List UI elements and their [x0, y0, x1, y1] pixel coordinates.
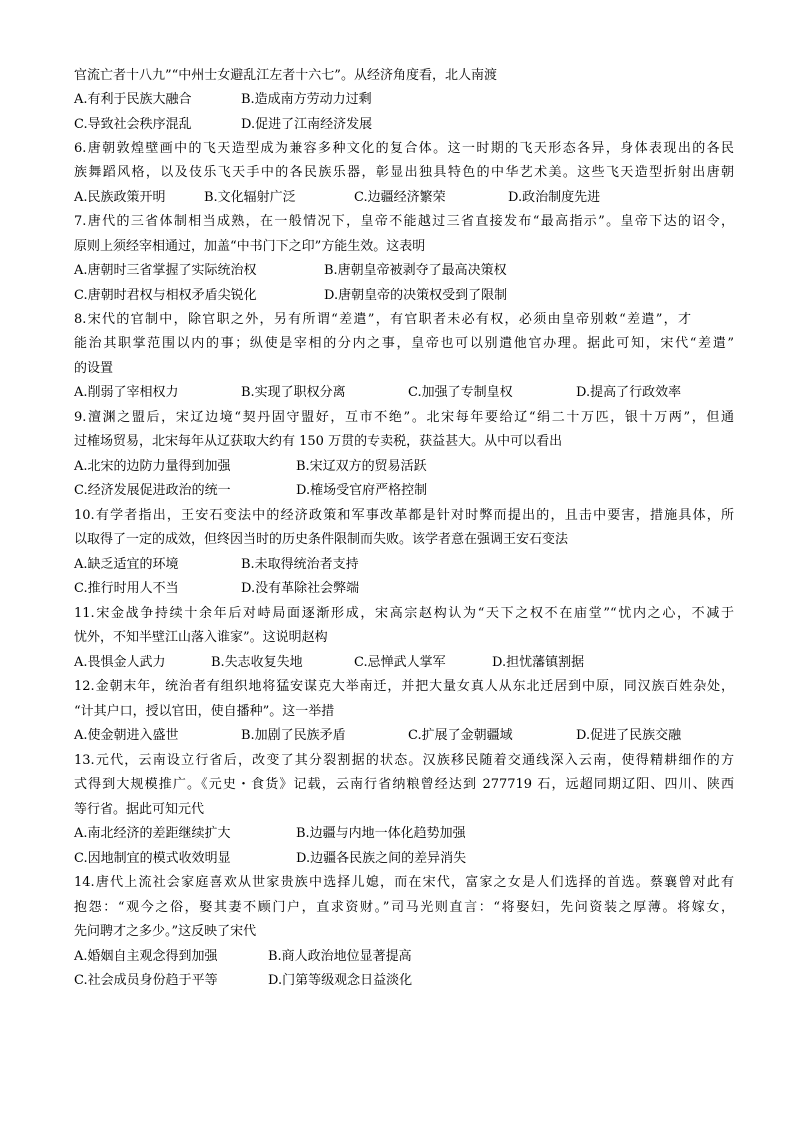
option-c: C.导致社会秩序混乱 [74, 117, 192, 132]
option-c: C.推行时用人不当 [74, 581, 179, 596]
question-13-stem-line-1: 13.元代，云南设立行省后，改变了其分裂割据的状态。汉族移民随着交通线深入云南，使得精耕细作的方 [74, 753, 734, 768]
option-a: A.使金朝进入盛世 [74, 728, 179, 743]
option-a: A.婚姻自主观念得到加强 [74, 949, 218, 964]
option-a: A.削弱了宰相权力 [74, 385, 179, 400]
question-14-stem-line-3: 先问聘才之多少。”这反映了宋代 [74, 924, 257, 939]
option-a: A.畏惧金人武力 [74, 655, 166, 670]
option-b: B.文化辐射广泛 [204, 190, 296, 205]
option-d: D.促进了民族交融 [576, 728, 682, 743]
option-b: B.实现了职权分离 [241, 385, 346, 400]
question-8-stem-line-1: 8.宋代的官制中，除官职之外，另有所谓“差遣”，有官职者未必有权，必须由皇帝别敕“差遣”，才 [74, 312, 691, 327]
question-9-stem-line-2: 过榷场贸易，北宋每年从辽获取大约有 150 万贯的专卖税，获益甚大。从中可以看出 [74, 434, 563, 449]
option-b: B.未取得统治者支持 [241, 557, 359, 572]
question-14-stem-line-2: 抱怨：“观今之俗，娶其妻不顾门户，直求资财。”司马光则直言：“将娶妇，先问资装之厚薄。将嫁女， [74, 900, 734, 915]
option-c: C.经济发展促进政治的统一 [74, 483, 231, 498]
question-6-stem-line-1: 6.唐朝敦煌壁画中的飞天造型成为兼容多种文化的复合体。这一时期的飞天形态各异，身体表现出的各民 [74, 141, 734, 156]
question-9-options-row-2 [74, 482, 734, 500]
question-8-stem-line-3: 的设置 [74, 361, 114, 376]
option-a: A.缺乏适宜的环境 [74, 557, 179, 572]
question-12-options [74, 727, 734, 745]
question-12-stem-line-1: 12.金朝末年，统治者有组织地将猛安谋克大举南迁，并把大量女真人从东北迁居到中原，同汉族百姓杂处， [74, 679, 734, 694]
question-8-stem-line-2: 能治其职掌范围以内的事；纵使是宰相的分内之事，皇帝也可以别遣他官办理。据此可知，宋代“差遣” [74, 336, 734, 351]
option-d: D.门第等级观念日益淡化 [268, 973, 413, 988]
question-7-stem-line-2: 原则上须经宰相通过，加盖“中书门下之印”方能生效。这表明 [74, 239, 426, 254]
option-d: D.促进了江南经济发展 [241, 117, 373, 132]
question-14-options-row-1 [74, 948, 734, 966]
option-a: A.有利于民族大融合 [74, 92, 192, 107]
question-11-options [74, 654, 734, 672]
question-5-options-row-1 [74, 91, 734, 109]
option-c: C.加强了专制皇权 [408, 385, 513, 400]
question-10-stem-line-2: 以取得了一定的成效，但终因当时的历史条件限制而失败。该学者意在强调王安石变法 [74, 532, 569, 547]
option-c: C.社会成员身份趋于平等 [74, 973, 218, 988]
option-d: D.榷场受官府严格控制 [296, 483, 428, 498]
question-5-stem-tail: 官流亡者十八九”“中州士女避乱江左者十六七”。从经济角度看，北人南渡 [74, 68, 497, 83]
option-d: D.政治制度先进 [508, 190, 601, 205]
question-5-options-row-2 [74, 116, 734, 134]
question-13-stem-line-2: 式得到大规模推广。《元史・食货》记载，云南行省纳粮曾经达到 277719 石，远超同期辽阳、四川、陕西 [74, 777, 734, 792]
question-11-stem-line-2: 忧外，不知半壁江山落入谁家”。这说明赵构 [74, 630, 328, 645]
option-d: D.没有革除社会弊端 [241, 581, 360, 596]
question-14-options-row-2 [74, 972, 734, 990]
option-d: D.担忧藩镇割据 [492, 655, 585, 670]
question-12-stem-line-2: “计其户口，授以官田，使自播种”。这一举措 [74, 704, 335, 719]
question-6-stem-line-2: 族舞蹈风格，以及伎乐飞天手中的各民族乐器，彰显出独具特色的中华艺术美。这些飞天造型折射出唐朝 [74, 165, 734, 180]
option-b: B.边疆与内地一体化趋势加强 [296, 826, 466, 841]
option-b: B.商人政治地位显著提高 [268, 949, 412, 964]
question-6-options [74, 189, 734, 207]
question-9-options-row-1 [74, 458, 734, 476]
option-d: D.提高了行政效率 [576, 385, 682, 400]
question-7-stem-line-1: 7.唐代的三省体制相当成熟，在一般情况下，皇帝不能越过三省直接发布“最高指示”。皇帝下达的诏令， [74, 214, 734, 229]
option-a: A.北宋的边防力量得到加强 [74, 459, 231, 474]
option-a: A.民族政策开明 [74, 190, 166, 205]
question-9-stem-line-1: 9.澶渊之盟后，宋辽边境“契丹固守盟好，互市不绝”。北宋每年要给辽“绢二十万匹，银十万两”，但通 [74, 410, 734, 425]
option-c: C.因地制宜的模式收效明显 [74, 851, 231, 866]
question-10-stem-line-1: 10.有学者指出，王安石变法中的经济政策和军事改革都是针对时弊而提出的，且击中要害，措施具体，所 [74, 508, 734, 523]
option-b: B.失志收复失地 [211, 655, 303, 670]
option-a: A.南北经济的差距继续扩大 [74, 826, 231, 841]
option-c: C.唐朝时君权与相权矛盾尖锐化 [74, 288, 257, 303]
option-a: A.唐朝时三省掌握了实际统治权 [74, 263, 257, 278]
option-d: D.唐朝皇帝的决策权受到了限制 [324, 288, 508, 303]
question-13-stem-line-3: 等行省。据此可知元代 [74, 802, 205, 817]
option-c: C.扩展了金朝疆域 [408, 728, 513, 743]
question-11-stem-line-1: 11.宋金战争持续十余年后对峙局面逐渐形成，宋高宗赵构认为“天下之权不在庙堂”“忧内之心，不减于 [74, 606, 734, 621]
option-c: C.边疆经济繁荣 [354, 190, 446, 205]
option-b: B.宋辽双方的贸易活跃 [296, 459, 427, 474]
option-b: B.造成南方劳动力过剩 [241, 92, 372, 107]
question-8-options [74, 384, 734, 402]
option-b: B.唐朝皇帝被剥夺了最高决策权 [324, 263, 507, 278]
question-14-stem-line-1: 14.唐代上流社会家庭喜欢从世家贵族中选择儿媳，而在宋代，富家之女是人们选择的首选。蔡襄曾对此有 [74, 875, 734, 890]
question-13-options-row-1 [74, 825, 734, 843]
question-7-options-row-1 [74, 262, 734, 280]
question-13-options-row-2 [74, 850, 734, 868]
question-7-options-row-2 [74, 287, 734, 305]
option-c: C.忌惮武人掌军 [354, 655, 446, 670]
question-10-options-row-2 [74, 580, 734, 598]
option-b: B.加剧了民族矛盾 [241, 728, 346, 743]
question-10-options-row-1 [74, 556, 734, 574]
option-d: D.边疆各民族之间的差异消失 [296, 851, 467, 866]
